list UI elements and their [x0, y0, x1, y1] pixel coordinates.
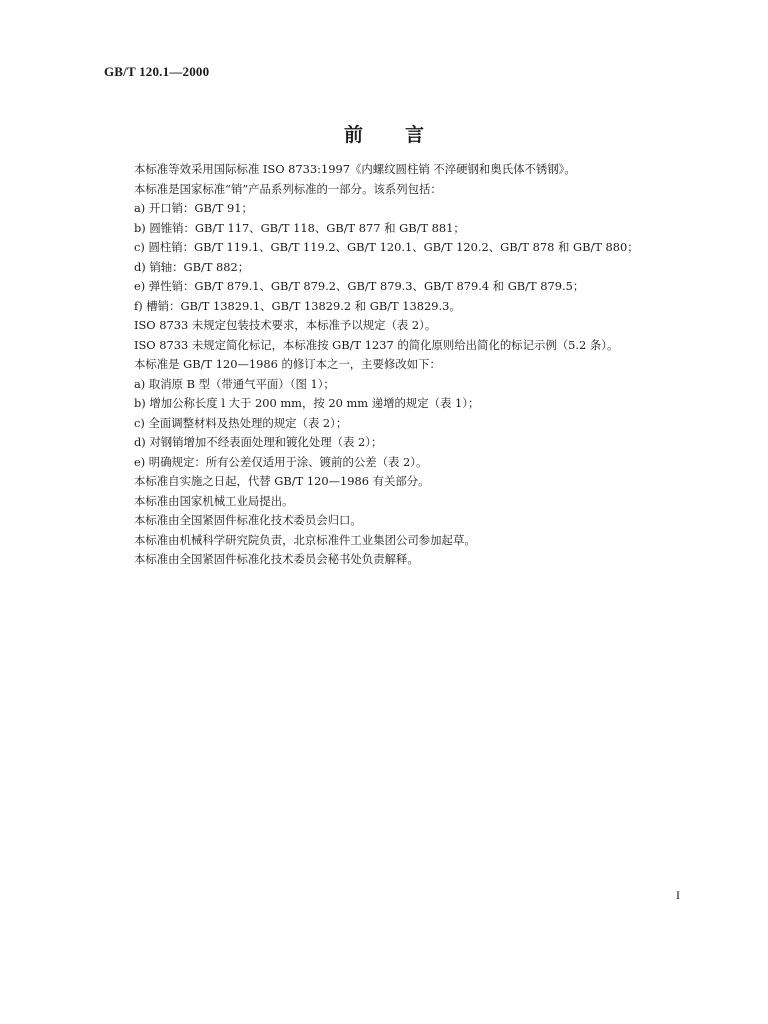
- page-number: I: [676, 888, 680, 902]
- body-line: ISO 8733 未规定简化标记，本标准按 GB/T 1237 的简化原则给出简化的标记示例（5.2 条）。: [134, 337, 619, 352]
- body-line: a) 开口销：GB/T 91；: [134, 201, 253, 215]
- body-line: a) 取消原 B 型（带通气平面）（图 1）；: [134, 376, 335, 391]
- body-line: 本标准由全国紧固件标准化技术委员会秘书处负责解释。: [134, 552, 419, 566]
- body-line: e) 明确规定：所有公差仅适用于涂、镀前的公差（表 2）。: [134, 454, 428, 469]
- body-line: e) 弹性销：GB/T 879.1、GB/T 879.2、GB/T 879.3、GB/T 879.4 和 GB/T 879.5；: [134, 279, 585, 293]
- body-line: b) 圆锥销：GB/T 117、GB/T 118、GB/T 877 和 GB/T 881；: [134, 220, 465, 235]
- body-line: f) 槽销：GB/T 13829.1、GB/T 13829.2 和 GB/T 13829.3。: [134, 298, 461, 313]
- document-code-header: GB/T 120.1—2000: [104, 64, 210, 79]
- body-line: b) 增加公称长度 l 大于 200 mm，按 20 mm 递增的规定（表 1）；: [134, 396, 480, 410]
- body-line: c) 全面调整材料及热处理的规定（表 2）；: [134, 415, 348, 430]
- body-line: 本标准由全国紧固件标准化技术委员会归口。: [134, 513, 362, 527]
- foreword-body: [134, 160, 694, 570]
- body-line: 本标准等效采用国际标准 ISO 8733:1997《内螺纹圆柱销 不淬硬钢和奥氏体不锈钢》。: [134, 162, 576, 176]
- page-title: 前言: [343, 124, 466, 146]
- body-line: d) 销轴：GB/T 882；: [134, 259, 250, 274]
- body-line: 本标准是国家标准“销”产品系列标准的一部分。该系列包括：: [134, 181, 442, 196]
- body-line: 本标准由机械科学研究院负责，北京标准件工业集团公司参加起草。: [134, 532, 476, 547]
- body-line: d) 对钢销增加不经表面处理和镀化处理（表 2）；: [134, 435, 383, 449]
- body-line: 本标准自实施之日起，代替 GB/T 120—1986 有关部分。: [134, 474, 430, 488]
- body-line: ISO 8733 未规定包装技术要求，本标准予以规定（表 2）。: [134, 318, 437, 332]
- body-line: 本标准由国家机械工业局提出。: [134, 493, 294, 508]
- body-line: 本标准是 GB/T 120—1986 的修订本之一，主要修改如下：: [134, 357, 441, 371]
- body-line: c) 圆柱销：GB/T 119.1、GB/T 119.2、GB/T 120.1、GB/T 120.2、GB/T 878 和 GB/T 880；: [134, 240, 639, 254]
